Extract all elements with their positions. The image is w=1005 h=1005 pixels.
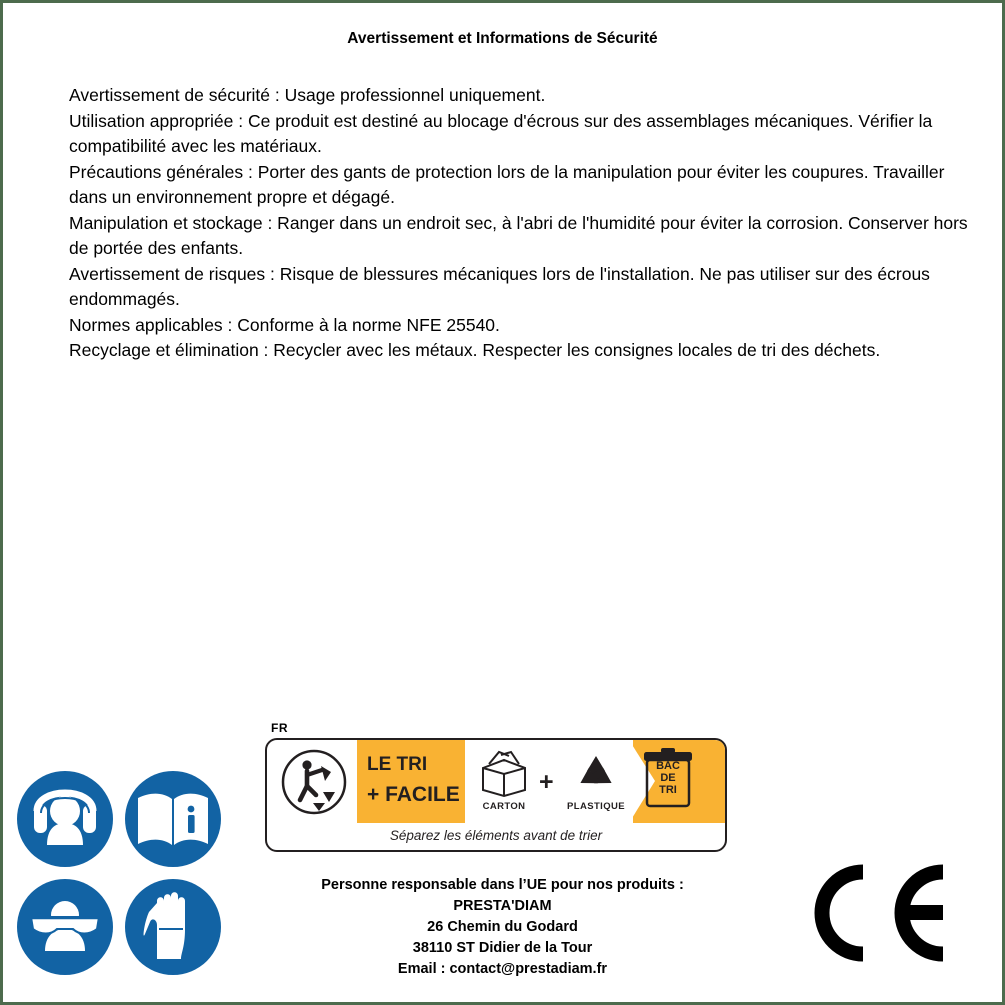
ce-mark-icon — [803, 858, 953, 968]
responsible-person-company: PRESTA'DIAM — [453, 898, 552, 914]
paragraph-handling-storage: Manipulation et stockage : Ranger dans un endroit sec, à l'abri de l'humidité pour éviter la corrosion. Conserver hors de portée des enfants. — [69, 212, 968, 258]
bin-label — [645, 760, 691, 796]
paragraph-appropriate-use: Utilisation appropriée : Ce produit est destiné au blocage d'écrous sur des assemblages mécaniques. Vérifier la compatibilité avec les matériaux. — [69, 110, 933, 156]
triman-icon — [273, 748, 355, 818]
recycling-sorting-label — [265, 721, 725, 851]
page-title: Avertissement et Informations de Sécurité — [347, 30, 658, 47]
ear-protection-icon — [17, 771, 113, 867]
bin-label-line1: BAC — [656, 760, 680, 772]
paragraph-recycling-disposal: Recyclage et élimination : Recycler avec les métaux. Respecter les consignes locales de tri des déchets. — [69, 340, 881, 360]
tri-slogan-line1: LE TRI — [367, 754, 428, 775]
paragraph-safety-warning: Avertissement de sécurité : Usage professionnel uniquement. — [69, 85, 546, 105]
responsible-person-email: Email : contact@prestadiam.fr — [397, 961, 608, 977]
responsible-person-heading: Personne responsable dans l’UE pour nos produits : — [321, 877, 684, 893]
tri-card — [265, 738, 727, 852]
bin-label-line2: DE — [660, 772, 676, 784]
material-label-plastique: PLASTIQUE — [567, 801, 625, 812]
bin-label-line3: TRI — [659, 784, 677, 796]
material-label-carton: CARTON — [482, 801, 526, 812]
tri-slogan — [367, 750, 463, 810]
responsible-person-city: 38110 ST Didier de la Tour — [412, 940, 593, 956]
responsible-person-street: 26 Chemin du Godard — [427, 919, 578, 935]
language-tag: FR — [271, 721, 288, 735]
safety-information-body — [69, 83, 979, 364]
read-instructions-icon — [125, 771, 221, 867]
paragraph-general-precautions: Précautions générales : Porter des gants de protection lors de la manipulation pour éviter les coupures. Travailler dans un environnement propre et dégagé. — [69, 161, 945, 207]
plus-sign: + — [539, 768, 554, 796]
plastic-recycle-icon — [567, 750, 625, 798]
tri-caption: Séparez les éléments avant de trier — [389, 828, 603, 843]
carton-box-icon — [475, 750, 533, 798]
tri-slogan-line2: + FACILE — [367, 783, 460, 806]
paragraph-applicable-standards: Normes applicables : Conforme à la norme NFE 25540. — [69, 314, 500, 335]
paragraph-risk-warning: Avertissement de risques : Risque de blessures mécaniques lors de l'installation. Ne pas utiliser sur des écrous endommagés. — [69, 263, 930, 309]
